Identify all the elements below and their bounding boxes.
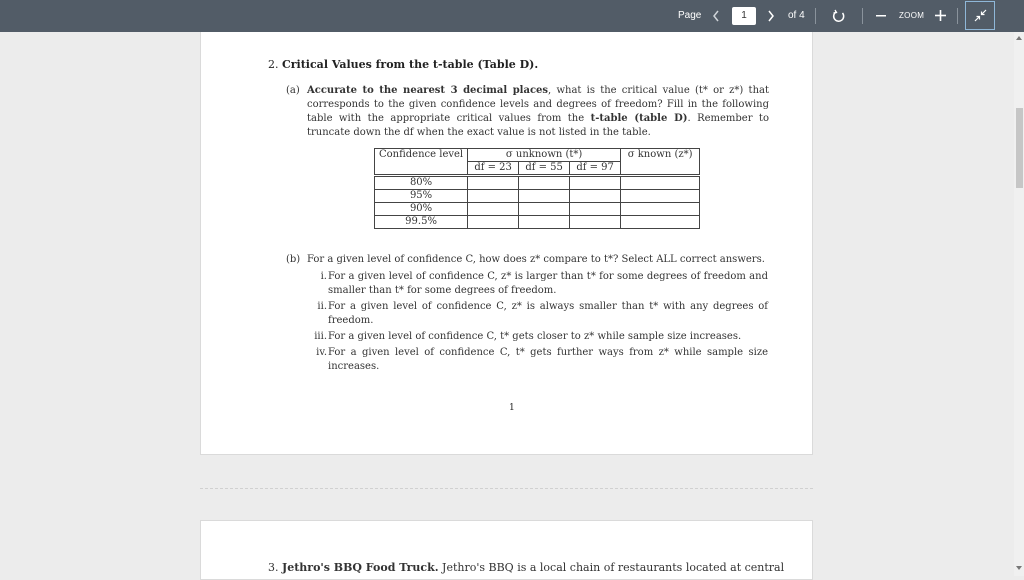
answer-cell[interactable] (468, 216, 519, 229)
chevron-right-icon[interactable] (767, 10, 775, 22)
answer-cell[interactable] (570, 190, 621, 203)
answer-cell[interactable] (519, 203, 570, 216)
vertical-scrollbar[interactable] (1014, 32, 1024, 576)
table-row (375, 216, 700, 229)
part-b-label: (b) (286, 254, 301, 265)
toolbar-divider (815, 8, 816, 24)
answer-cell[interactable] (621, 203, 700, 216)
page-number-input[interactable]: 1 (732, 7, 756, 25)
page-count: of 4 (788, 10, 805, 21)
critical-values-table (374, 148, 700, 229)
answer-cell[interactable] (570, 216, 621, 229)
table-row (375, 177, 700, 190)
part-a-label: (a) (286, 85, 300, 96)
part-a-text: Accurate to the nearest 3 decimal places, what is the critical value (t* or z*) that corresponds to the given confidence levels and degrees of freedom? Fill in the following table with the appropriate critical values from the t-table (table D). Remember to truncate down the df when the exact value is not listed in the table. (307, 85, 769, 138)
page-label: Page (678, 10, 702, 21)
plus-icon[interactable] (935, 10, 946, 21)
question-3-heading: 3. Jethro's BBQ Food Truck. Jethro's BBQ is a local chain of restaurants located at central (268, 561, 785, 574)
option-text: For a given level of confidence C, t* gets further ways from z* while sample size increases. (328, 347, 768, 372)
question-2-title: 2. Critical Values from the t-table (Table D). (268, 58, 539, 71)
scrollbar-thumb[interactable] (1016, 108, 1023, 188)
table-row (375, 190, 700, 203)
table-header-sigma-known: σ known (z*) (621, 149, 700, 175)
table-header-sigma-unknown: σ unknown (t*) (468, 149, 621, 162)
answer-cell[interactable] (570, 203, 621, 216)
answer-cell[interactable] (468, 177, 519, 190)
page-separator (200, 488, 813, 489)
answer-cell[interactable] (519, 190, 570, 203)
answer-cell[interactable] (519, 216, 570, 229)
confidence-level-cell: 99.5% (375, 216, 468, 229)
option-label: iv. (316, 347, 327, 358)
confidence-level-cell: 80% (375, 177, 468, 190)
option-label: iii. (314, 331, 327, 342)
answer-cell[interactable] (621, 216, 700, 229)
confidence-level-cell: 95% (375, 190, 468, 203)
pdf-page-1 (200, 32, 813, 455)
answer-cell[interactable] (621, 177, 700, 190)
scroll-up-icon[interactable] (1016, 36, 1022, 40)
option-label: i. (320, 271, 327, 282)
toolbar-divider (862, 8, 863, 24)
answer-cell[interactable] (621, 190, 700, 203)
minus-icon[interactable] (876, 15, 886, 17)
page-number: 1 (509, 403, 515, 413)
option-text: For a given level of confidence C, z* is larger than t* for some degrees of freedom and smaller than t* for some degrees of freedom. (328, 271, 768, 296)
answer-cell[interactable] (570, 177, 621, 190)
confidence-level-cell: 90% (375, 203, 468, 216)
chevron-left-icon[interactable] (712, 10, 720, 22)
zoom-label: ZOOM (899, 11, 925, 20)
rotate-icon[interactable] (832, 9, 846, 23)
option-text: For a given level of confidence C, t* gets closer to z* while sample size increases. (328, 331, 742, 342)
table-row (375, 203, 700, 216)
table-header-df: df = 97 (570, 162, 621, 175)
table-header-df: df = 23 (468, 162, 519, 175)
answer-cell[interactable] (519, 177, 570, 190)
scroll-down-icon[interactable] (1016, 566, 1022, 570)
fullscreen-toggle-button[interactable] (965, 1, 995, 30)
collapse-icon (974, 9, 987, 22)
toolbar-divider (957, 8, 958, 24)
answer-cell[interactable] (468, 190, 519, 203)
part-b-text: For a given level of confidence C, how does z* compare to t*? Select ALL correct answers. (307, 254, 765, 265)
option-label: ii. (317, 301, 327, 312)
answer-cell[interactable] (468, 203, 519, 216)
table-header-df: df = 55 (519, 162, 570, 175)
pdf-page-2 (200, 520, 813, 580)
viewer-toolbar (0, 0, 1024, 32)
option-text: For a given level of confidence C, z* is always smaller than t* with any degrees of freedom. (328, 301, 768, 326)
table-header-confidence: Confidence level (375, 149, 468, 175)
